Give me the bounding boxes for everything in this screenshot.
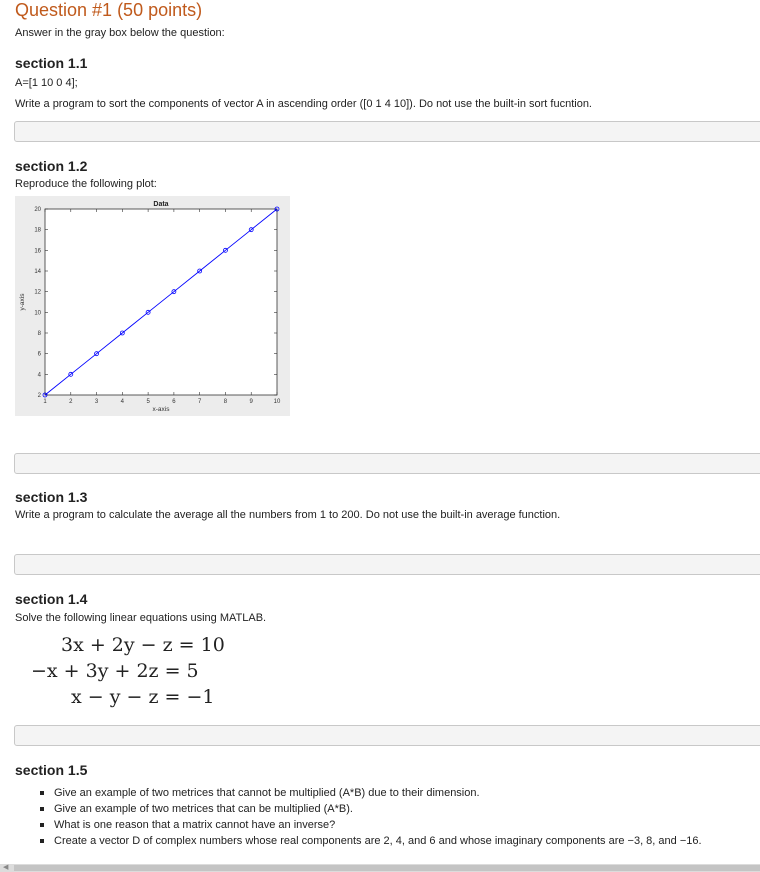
list-item: Create a vector D of complex numbers whose real components are 2, 4, and 6 and whose imaginary components are −3, 8, and −16. — [40, 833, 702, 849]
answer-box-1-4[interactable] — [14, 725, 760, 746]
list-item: Give an example of two metrices that cannot be multiplied (A*B) due to their dimension. — [40, 785, 702, 801]
section-1-4-prompt: Solve the following linear equations using MATLAB. — [15, 612, 267, 624]
horizontal-scrollbar[interactable] — [0, 864, 760, 872]
section-1-3-heading: section 1.3 — [15, 489, 88, 505]
x-tick-label: 9 — [249, 399, 253, 405]
y-tick-label: 2 — [37, 393, 41, 399]
list-item: Give an example of two metrices that can be multiplied (A*B). — [40, 801, 702, 817]
y-axis-label: y-axis — [19, 293, 26, 311]
chart-title: Data — [153, 201, 169, 208]
x-tick-label: 1 — [43, 399, 47, 405]
x-tick-label: 7 — [197, 399, 202, 405]
y-tick-label: 18 — [34, 227, 41, 234]
x-tick-label: 2 — [69, 399, 73, 405]
y-tick-label: 4 — [37, 372, 41, 379]
scroll-left-arrow-icon[interactable]: ◀ — [3, 864, 9, 871]
x-axis-label: x-axis — [152, 406, 170, 413]
bullet-icon — [40, 807, 44, 811]
equation-3: x − y − z = −1 — [71, 686, 215, 708]
scrollbar-thumb[interactable] — [14, 865, 760, 871]
list-item: What is one reason that a matrix cannot have an inverse? — [40, 817, 702, 833]
section-1-3-prompt: Write a program to calculate the average all the numbers from 1 to 200. Do not use the built-in average function. — [15, 509, 561, 521]
bullet-icon — [40, 823, 44, 827]
y-tick-label: 6 — [37, 351, 41, 358]
line-plot — [15, 196, 290, 416]
x-tick-label: 8 — [223, 399, 228, 405]
x-tick-label: 4 — [120, 399, 125, 405]
section-1-2-prompt: Reproduce the following plot: — [15, 178, 157, 190]
y-tick-label: 14 — [34, 269, 41, 275]
y-tick-label: 16 — [34, 248, 41, 255]
answer-box-1-3[interactable] — [14, 554, 760, 575]
answer-box-1-2[interactable] — [14, 453, 760, 474]
section-1-1-heading: section 1.1 — [15, 55, 88, 71]
question-instructions: Answer in the gray box below the question: — [15, 27, 225, 39]
answer-box-1-1[interactable] — [14, 121, 760, 142]
x-tick-label: 10 — [273, 399, 281, 405]
y-tick-label: 12 — [34, 289, 41, 296]
equation-1: 3x + 2y − z = 10 — [61, 634, 225, 656]
bullet-icon — [40, 791, 44, 795]
section-1-1-given: A=[1 10 0 4]; — [15, 77, 78, 89]
y-tick-label: 20 — [34, 207, 41, 213]
plot-figure — [15, 196, 290, 416]
section-1-2-heading: section 1.2 — [15, 158, 88, 174]
section-1-1-prompt: Write a program to sort the components of vector A in ascending order ([0 1 4 10]). Do not use the built-in sort fucntion. — [15, 98, 592, 110]
equation-2: −x + 3y + 2z = 5 — [31, 660, 199, 682]
section-1-5-list — [40, 785, 702, 849]
bullet-icon — [40, 839, 44, 843]
question-title: Question #1 (50 points) — [15, 0, 203, 20]
x-tick-label: 3 — [94, 399, 99, 405]
section-1-4-heading: section 1.4 — [15, 591, 88, 607]
y-tick-label: 8 — [37, 331, 41, 337]
x-tick-label: 5 — [146, 399, 150, 405]
x-tick-label: 6 — [172, 399, 176, 405]
section-1-5-heading: section 1.5 — [15, 762, 88, 778]
y-tick-label: 10 — [34, 310, 41, 317]
